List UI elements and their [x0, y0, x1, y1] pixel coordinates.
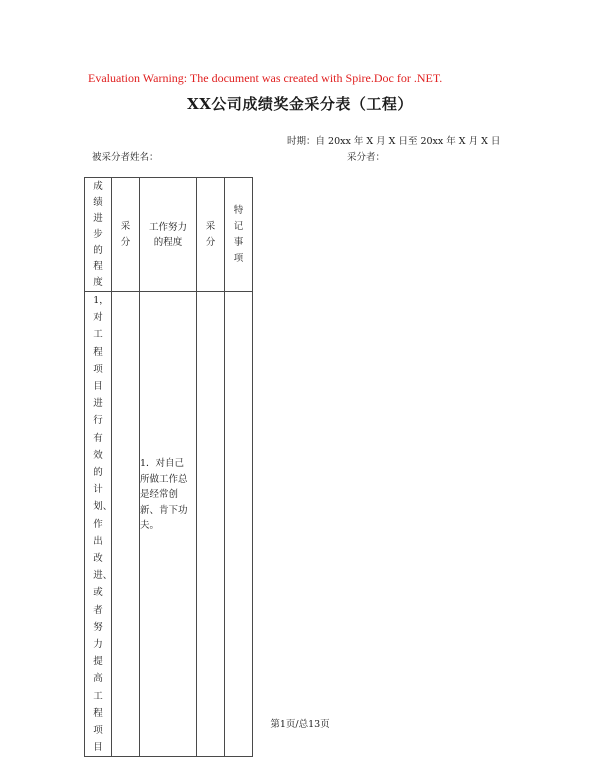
header-progress-degree: 成绩进步的程度 — [85, 178, 112, 292]
score-table — [84, 177, 253, 757]
cell-score-2[interactable] — [197, 292, 225, 757]
page-footer: 第1页/总13页 — [270, 719, 330, 730]
table-row — [85, 292, 253, 757]
evaluation-warning: Evaluation Warning: The document was created with Spire.Doc for .NET. — [88, 71, 443, 85]
table-header-row — [85, 178, 253, 292]
header-remarks: 特记事项 — [225, 178, 253, 292]
period-line: 时期：自 20xx 年 X 月 X 日至 20xx 年 X 月 X 日 — [287, 136, 501, 147]
evaluatee-name-label: 被采分者姓名： — [92, 152, 159, 163]
cell-remarks[interactable] — [225, 292, 253, 757]
header-score-2: 采分 — [197, 178, 225, 292]
header-effort-degree: 工作努力的程度 — [140, 178, 197, 292]
cell-score-1[interactable] — [112, 292, 140, 757]
header-score-1: 采分 — [112, 178, 140, 292]
document-title: XX公司成绩奖金采分表（工程） — [187, 95, 413, 113]
scorer-label: 采分者： — [347, 152, 386, 163]
cell-progress-text: 1，对工程项目进行有效的计划、作出改进、或者努力提高工程项目 — [85, 292, 112, 757]
cell-effort-text: 1．对自己所做工作总是经常创新、肯下功夫。 — [140, 292, 197, 757]
